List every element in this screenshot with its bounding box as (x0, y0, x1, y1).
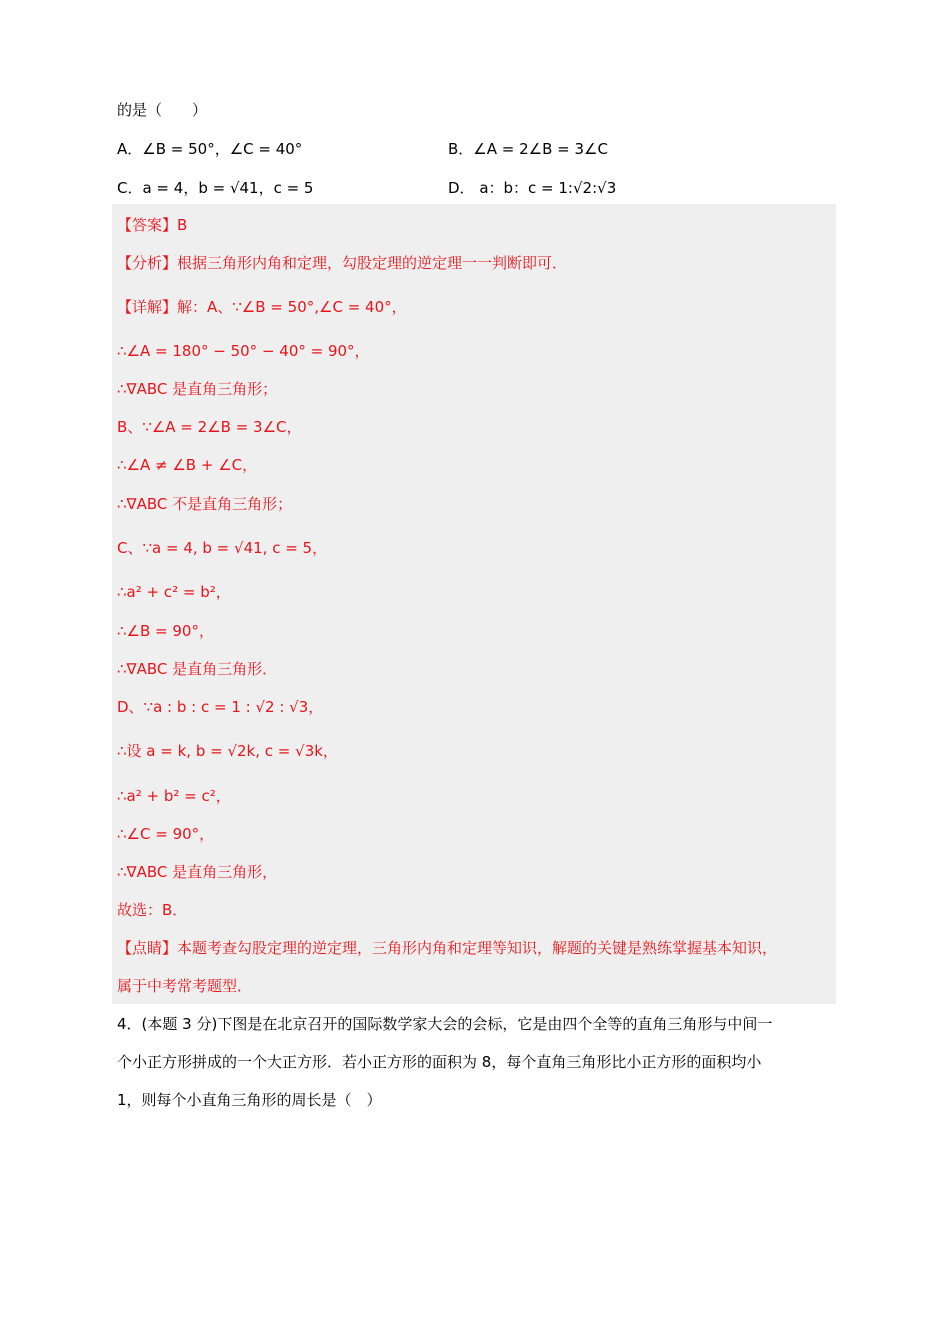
comment-line-1: 【点睛】本题考查勾股定理的逆定理，三角形内角和定理等知识，解题的关键是熟练掌握基本知识， (117, 939, 778, 957)
detail-line-7: C、∵a = 4, b = √41, c = 5， (117, 539, 328, 557)
detail-line-1: 【详解】解：A、∵∠B = 50°,∠C = 40°， (117, 298, 407, 316)
detail-line-11: D、∵a : b : c = 1 : √2 : √3， (117, 698, 324, 716)
analysis-line: 【分析】根据三角形内角和定理，勾股定理的逆定理一一判断即可． (117, 254, 568, 272)
option-b: B．∠A = 2∠B = 3∠C (448, 140, 608, 158)
comment-line-2: 属于中考常考题型． (117, 977, 253, 995)
detail-line-10: ∴∇ABC 是直角三角形． (117, 660, 278, 678)
detail-line-16: 故选：B． (117, 901, 188, 919)
option-d: D． a：b：c = 1:√2:√3 (448, 179, 617, 197)
detail-line-5: ∴∠A ≠ ∠B + ∠C， (117, 456, 258, 474)
solution-box (112, 204, 836, 1004)
question4-line-2: 个小正方形拼成的一个大正方形．若小正方形的面积为 8，每个直角三角形比小正方形的面积均小 (117, 1053, 762, 1071)
detail-line-3: ∴∇ABC 是直角三角形； (117, 380, 278, 398)
detail-line-15: ∴∇ABC 是直角三角形， (117, 863, 278, 881)
question4-line-3: 1，则每个小直角三角形的周长是（ ） (117, 1091, 382, 1109)
detail-line-6: ∴∇ABC 不是直角三角形； (117, 495, 293, 513)
answer-line: 【答案】B (117, 216, 188, 234)
detail-line-4: B、∵∠A = 2∠B = 3∠C， (117, 418, 302, 436)
detail-line-8: ∴a² + c² = b²， (117, 583, 231, 601)
detail-line-13: ∴a² + b² = c²， (117, 787, 231, 805)
question4-line-1: 4．(本题 3 分)下图是在北京召开的国际数学家大会的会标，它是由四个全等的直角三角形与中间一 (117, 1015, 773, 1033)
detail-line-12: ∴设 a = k, b = √2k, c = √3k， (117, 742, 338, 760)
detail-line-2: ∴∠A = 180° − 50° − 40° = 90°， (117, 342, 370, 360)
question3-stem-tail: 的是（ ） (117, 101, 208, 119)
detail-line-14: ∴∠C = 90°， (117, 825, 215, 843)
option-a: A．∠B = 50°，∠C = 40° (117, 140, 303, 158)
option-c: C．a = 4，b = √41，c = 5 (117, 179, 314, 197)
detail-line-9: ∴∠B = 90°， (117, 622, 214, 640)
